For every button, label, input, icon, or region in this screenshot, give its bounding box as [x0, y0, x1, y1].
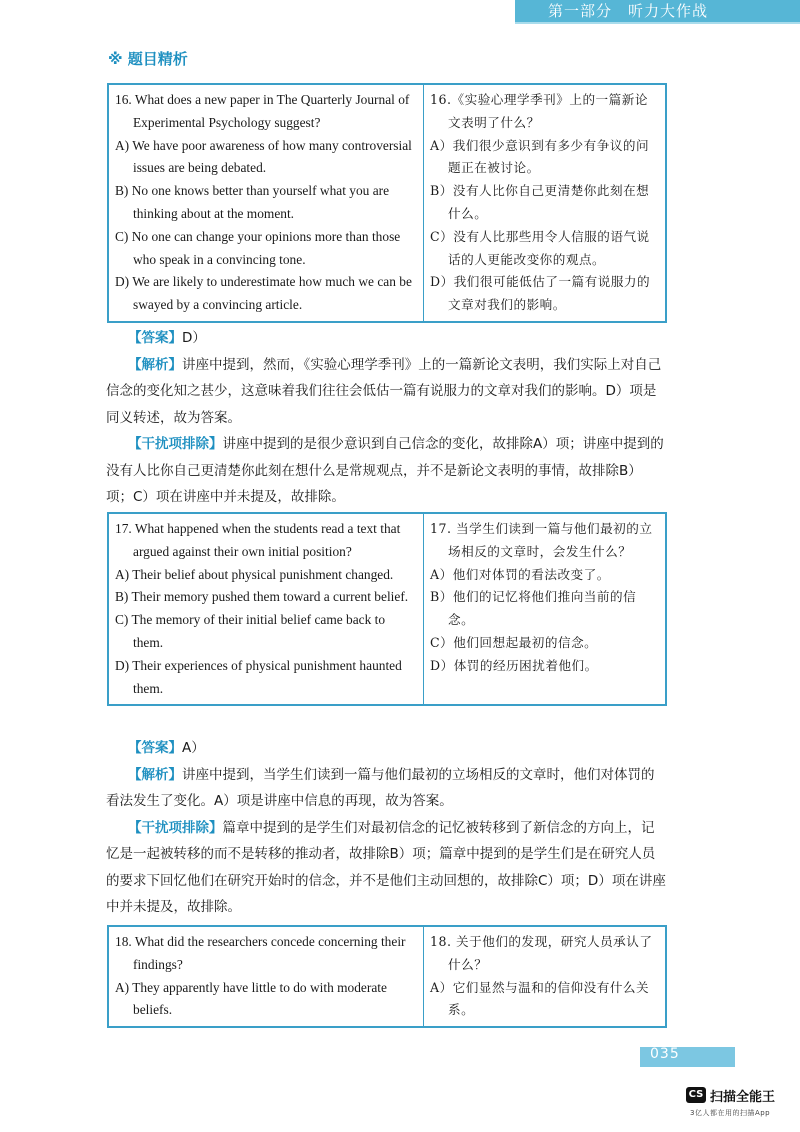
analysis-paragraph	[106, 352, 666, 432]
answer-value: D）	[182, 330, 206, 346]
answer-tag: 【答案】	[128, 740, 182, 756]
chinese-column	[424, 513, 667, 705]
question-table-18	[107, 925, 667, 1028]
question-stem-zh: 18. 关于他们的发现，研究人员承认了什么？	[430, 934, 653, 972]
option-b-zh: B）没有人比你自己更清楚你此刻在想什么。	[430, 183, 650, 221]
option-b: B) No one knows better than yourself what you are thinking about at the moment.	[115, 183, 390, 221]
option-a-zh: A）我们很少意识到有多少有争议的问题正在被讨论。	[430, 137, 650, 176]
explanation-17	[106, 735, 666, 921]
option-c-zh: C）他们回想起最初的信念。	[430, 634, 598, 650]
answer-line	[106, 325, 666, 352]
answer-tag: 【答案】	[128, 330, 182, 346]
option-b: B) Their memory pushed them toward a current belief.	[115, 589, 409, 605]
distractor-text: 讲座中提到的是很少意识到自己信念的变化，故排除A）项；讲座中提到的没有人比你自己更清楚你此刻在想什么是常规观点，并不是新论文表明的事情，故排除B）项；C）项在讲座中并未提及，故排除。	[106, 436, 664, 505]
page-number: 035	[650, 1046, 680, 1062]
distractor-paragraph	[106, 815, 666, 921]
option-c: C) The memory of their initial belief came back to them.	[115, 612, 386, 650]
option-d-zh: D）体罚的经历困扰着他们。	[430, 657, 598, 673]
option-d: D) Their experiences of physical punishment haunted them.	[115, 657, 402, 696]
option-c: C) No one can change your opinions more than those who speak in a convincing tone.	[115, 228, 401, 267]
option-b-zh: B）他们的记忆将他们推向当前的信念。	[430, 589, 637, 628]
distractor-paragraph	[106, 431, 666, 511]
analysis-tag: 【解析】	[128, 766, 182, 783]
question-stem: 17. What happened when the students read a text that argued against their own initial position?	[115, 521, 401, 559]
scanner-tagline: 3亿人都在用的扫描App	[690, 1109, 771, 1117]
scanner-app-name: 扫描全能王	[710, 1090, 776, 1105]
option-d: D) We are likely to underestimate how much we can be swayed by a convincing article.	[115, 274, 412, 313]
camscanner-logo-icon: CS	[686, 1087, 706, 1103]
english-column	[108, 926, 424, 1027]
running-header: 第一部分 听力大作战	[547, 2, 708, 20]
option-a: A) Their belief about physical punishment changed.	[115, 566, 394, 582]
question-stem: 18. What did the researchers concede concerning their findings?	[115, 934, 406, 972]
distractor-text: 篇章中提到的是学生们对最初信念的记忆被转移到了新信念的方向上，记忆是一起被转移的而不是转移的推动者，故排除B）项；篇章中提到的是学生们是在研究人员的要求下回忆他们在研究开始时的信念，并不是他们主动回想的，故排除C）项；D）项在讲座中并未提及，故排除。	[106, 819, 666, 915]
analysis-text: 讲座中提到，然而，《实验心理学季刊》上的一篇新论文表明，我们实际上对自己信念的变化知之甚少，这意味着我们往往会低估一篇有说服力的文章对我们的影响。D）项是同义转述，故为答案。	[106, 356, 662, 426]
option-a-zh: A）它们显然与温和的信仰没有什么关系。	[430, 979, 650, 1018]
explanation-16	[106, 325, 666, 511]
chinese-column	[424, 926, 667, 1027]
english-column	[108, 84, 424, 322]
analysis-tag: 【解析】	[128, 356, 182, 373]
analysis-text: 讲座中提到，当学生们读到一篇与他们最初的立场相反的文章时，他们对体罚的看法发生了变化。A）项是讲座中信息的再现，故为答案。	[106, 766, 655, 809]
option-a: A) They apparently have little to do with moderate beliefs.	[115, 979, 387, 1018]
analysis-paragraph	[106, 762, 666, 815]
question-table-16	[107, 83, 667, 323]
option-a: A) We have poor awareness of how many controversial issues are being debated.	[115, 137, 412, 176]
question-stem: 16. What does a new paper in The Quarterly Journal of Experimental Psychology suggest?	[115, 92, 410, 130]
option-c-zh: C）没有人比那些用令人信服的语气说话的人更能改变你的观点。	[430, 228, 650, 267]
question-stem-zh: 17. 当学生们读到一篇与他们最初的立场相反的文章时，会发生什么？	[430, 521, 653, 559]
question-stem-zh: 16.《实验心理学季刊》上的一篇新论文表明了什么？	[430, 92, 648, 130]
chinese-column	[424, 84, 667, 322]
distractor-tag: 【干扰项排除】	[128, 436, 223, 452]
option-a-zh: A）他们对体罚的看法改变了。	[430, 566, 610, 582]
answer-value: A）	[182, 740, 205, 756]
header-line	[515, 22, 800, 24]
distractor-tag: 【干扰项排除】	[128, 819, 223, 836]
section-title: ※ 题目精析	[108, 50, 188, 68]
english-column	[108, 513, 424, 705]
answer-line	[106, 735, 666, 762]
question-table-17	[107, 512, 667, 706]
option-d-zh: D）我们很可能低估了一篇有说服力的文章对我们的影响。	[430, 274, 651, 313]
